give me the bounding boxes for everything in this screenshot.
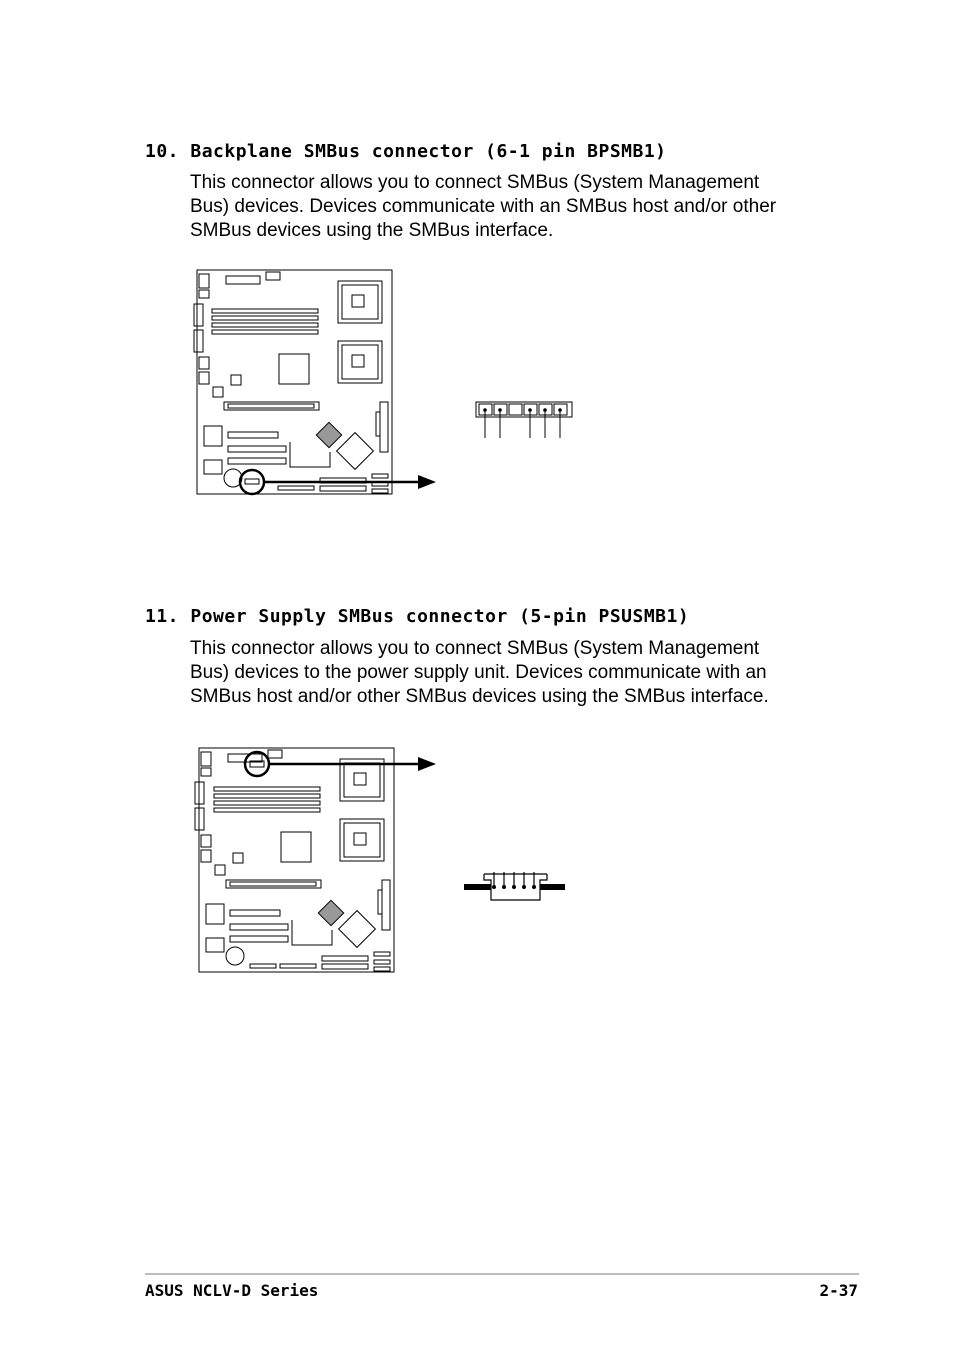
section-11-line-2: Bus) devices to the power supply unit. Devices communicate with an xyxy=(190,662,767,683)
psusmb1-motherboard-figure xyxy=(190,740,590,980)
footer-series-name: ASUS NCLV-D Series xyxy=(145,1281,319,1300)
section-11-heading xyxy=(145,606,689,627)
section-11-number: 11. xyxy=(145,606,180,627)
section-11-line-1: This connector allows you to connect SMBus (System Management xyxy=(190,638,760,659)
section-11-line-3: SMBus host and/or other SMBus devices using the SMBus interface. xyxy=(190,686,769,707)
footer-divider xyxy=(145,1273,859,1275)
section-10-number: 10. xyxy=(145,141,180,162)
section-10-line-2: Bus) devices. Devices communicate with an SMBus host and/or other xyxy=(190,196,777,217)
footer-page-number: 2-37 xyxy=(819,1281,858,1300)
section-10-line-1: This connector allows you to connect SMBus (System Management xyxy=(190,172,760,193)
section-11-body xyxy=(190,637,830,709)
section-10-heading xyxy=(145,141,667,162)
bpsmb1-motherboard-figure xyxy=(190,262,590,502)
section-11-title: Power Supply SMBus connector (5-pin PSUSMB1) xyxy=(190,606,690,627)
section-10-title: Backplane SMBus connector (6-1 pin BPSMB1) xyxy=(190,141,667,162)
section-10-body xyxy=(190,171,830,243)
section-10-line-3: SMBus devices using the SMBus interface. xyxy=(190,220,554,241)
